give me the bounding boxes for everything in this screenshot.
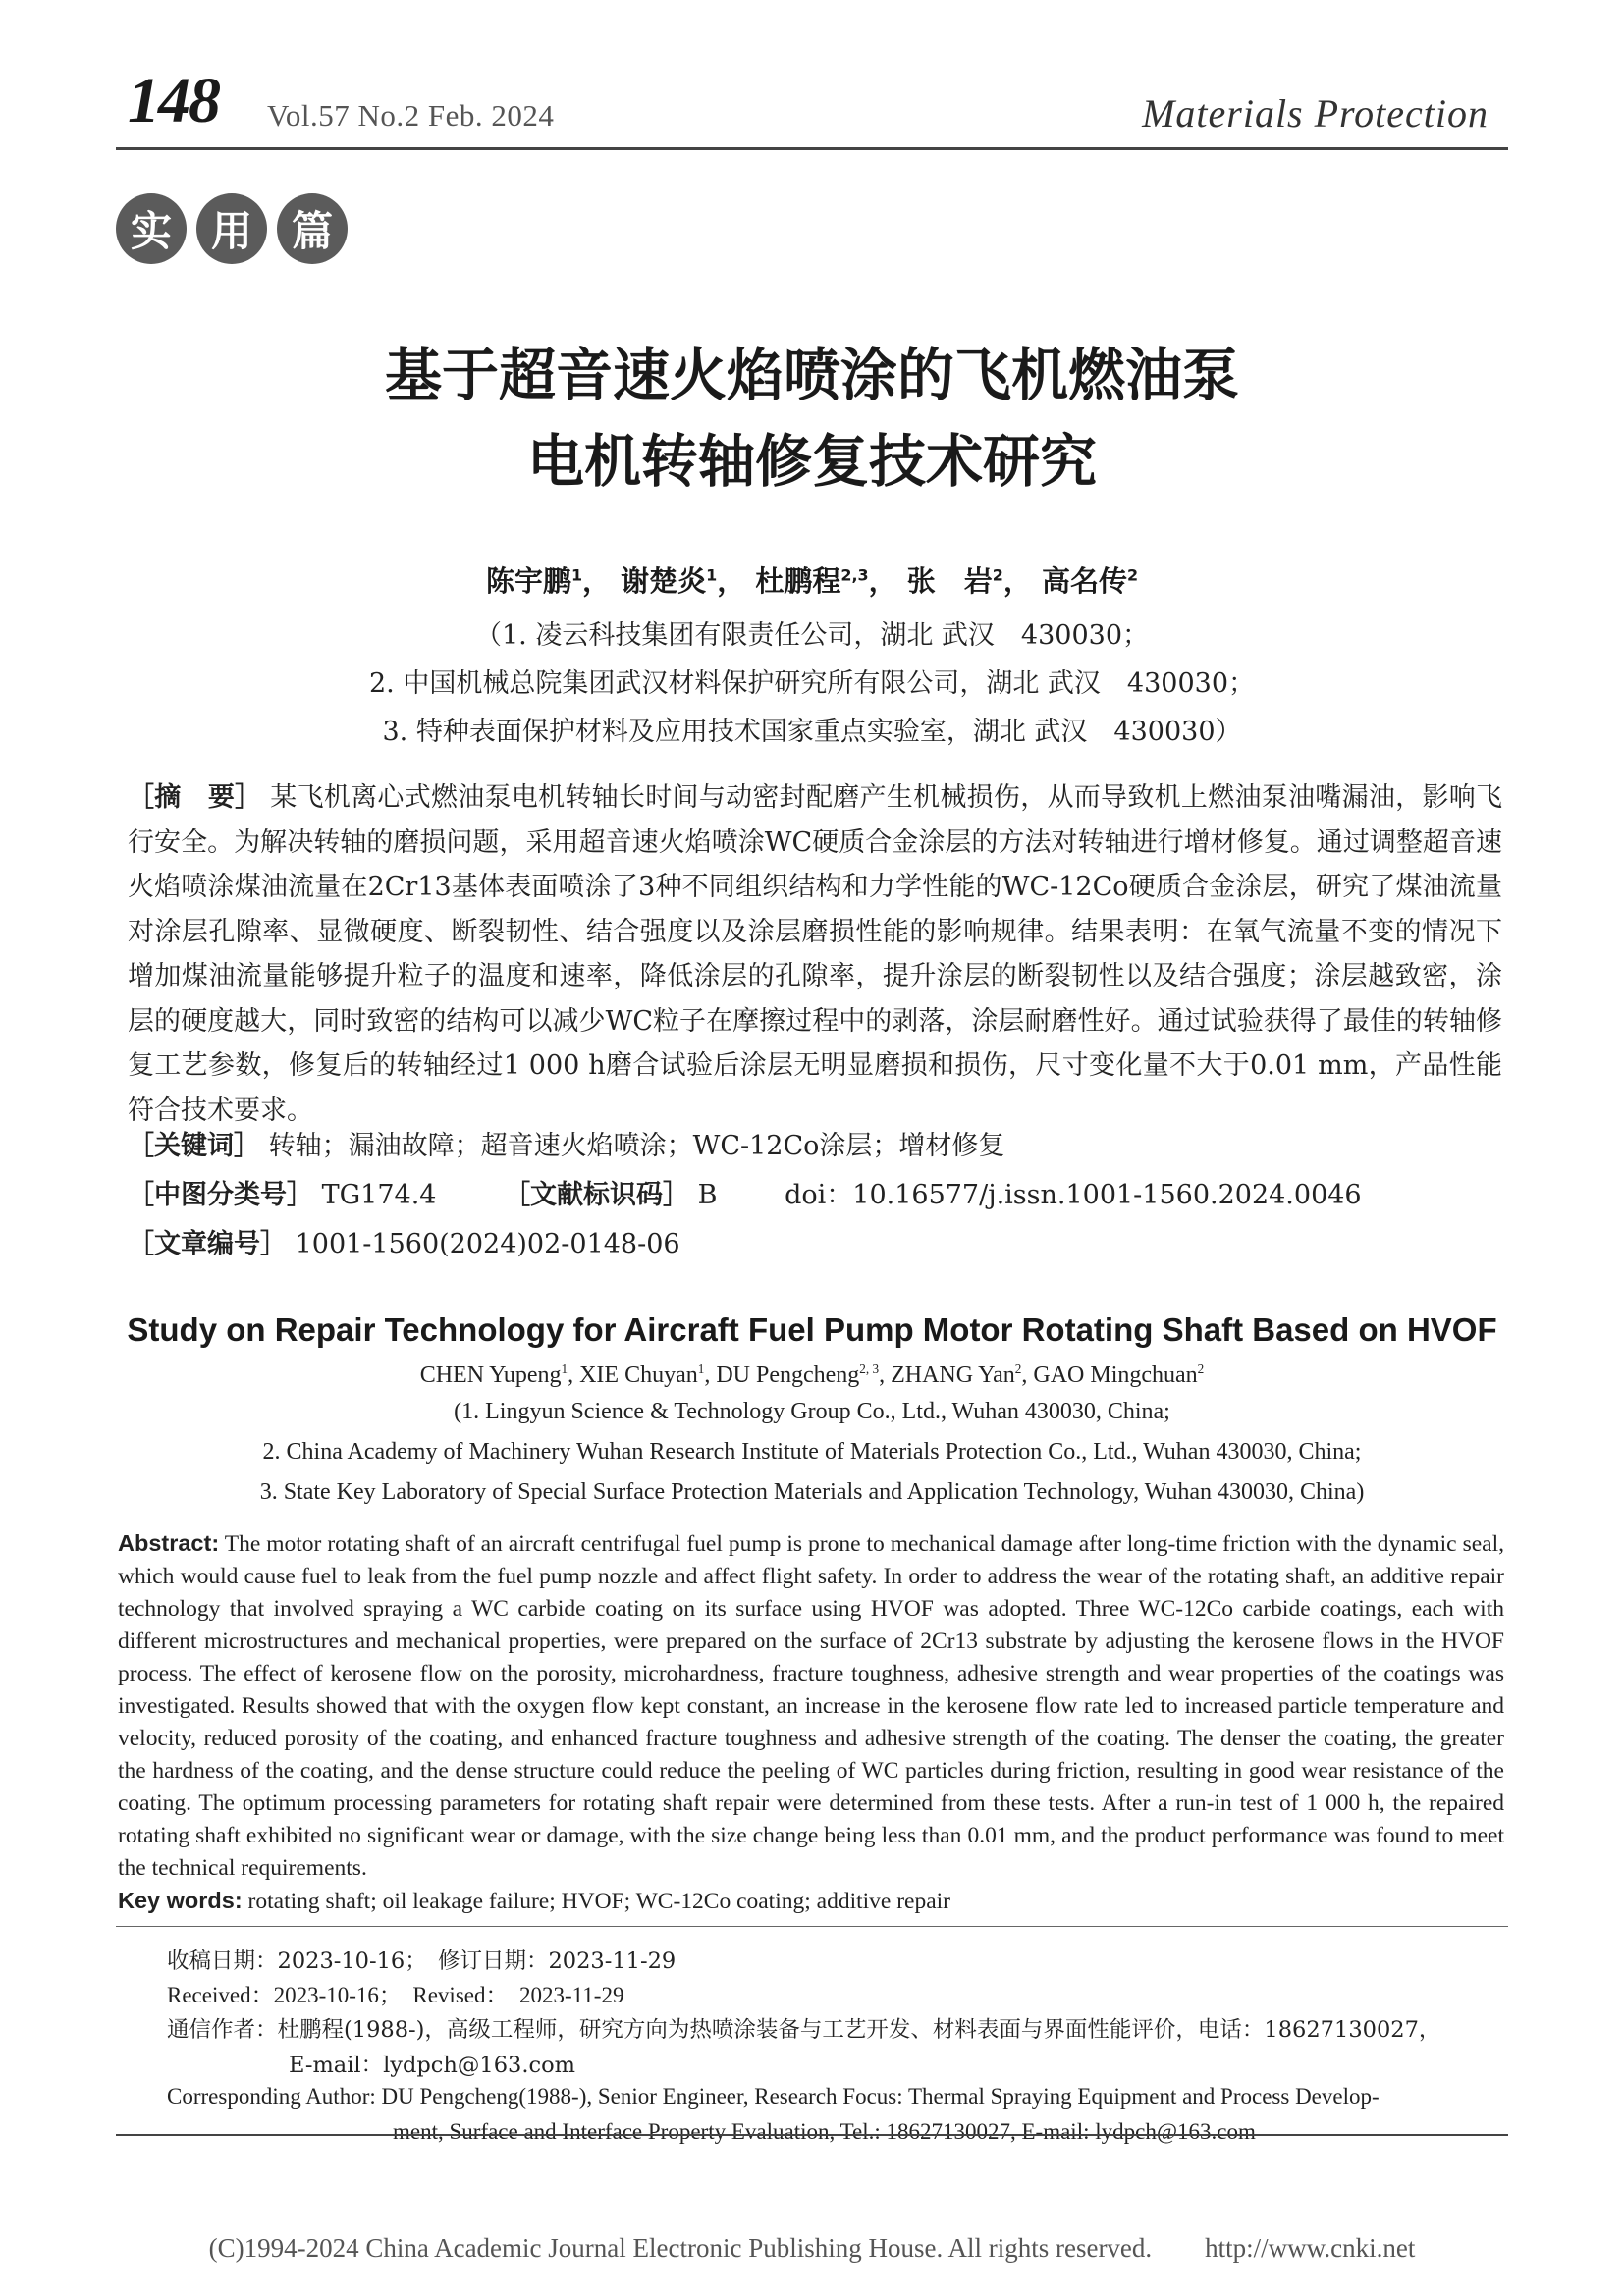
abstract-label: Abstract: <box>118 1530 220 1556</box>
abstract-text: 某飞机离心式燃油泵电机转轴长时间与动密封配磨产生机械损伤，从而导致机上燃油泵油嘴漏油，影响飞行安全。为解决转轴的磨损问题，采用超音速火焰喷涂WC硬质合金涂层的方法对转轴进行增材修复。通过调整超音速火焰喷涂煤油流量在2Cr13基体表面喷涂了3种不同组织结构和力学性能的WC-12Co硬质合金涂层，研究了煤油流量对涂层孔隙率、显微硬度、断裂韧性、结合强度以及涂层磨损性能的影响规律。结果表明：在氧气流量不变的情况下增加煤油流量能够提升粒子的温度和速率，降低涂层的孔隙率，提升涂层的断裂韧性以及结合强度；涂层越致密，涂层的硬度越大，同时致密的结构可以减少WC粒子在摩擦过程中的剥落，涂层耐磨性好。通过试验获得了最佳的转轴修复工艺参数，修复后的转轴经过1 000 h磨合试验后涂层无明显磨损和损伤，尺寸变化量不大于0.01 mm，产品性能符合技术要求。 <box>128 782 1503 1126</box>
column-badges <box>116 193 348 264</box>
affiliation-en: (1. Lingyun Science & Technology Group Co., Ltd., Wuhan 430030, China; <box>454 1399 1170 1424</box>
author-list-en: CHEN Yupeng$^1$, XIE Chuyan$^1$, DU Pengcheng$^{2, 3}$, ZHANG Yan$^2$, GAO Mingchuan$^2$ <box>419 1362 1205 1388</box>
column-badge: 实 <box>116 193 187 264</box>
article-number-value: 1001-1560(2024)02-0148-06 <box>295 1229 680 1259</box>
author-affiliation-mark: 1 <box>561 1362 568 1376</box>
clc-value: TG174.4 <box>321 1180 437 1210</box>
affiliation-zh: 3. 特种表面保护材料及应用技术国家重点实验室，湖北 武汉 430030） <box>382 717 1242 747</box>
footnote-line: Corresponding Author: DU Pengcheng(1988-), Senior Engineer, Research Focus: Thermal Spraying Equipment and Process Develop- <box>167 2084 1380 2109</box>
author-affiliation-mark: 2 <box>992 565 1003 585</box>
author-name: XIE Chuyan <box>579 1362 698 1388</box>
document-code-value: B <box>697 1180 718 1210</box>
author-affiliation-mark: 1 <box>697 1362 705 1376</box>
keywords-text: 转轴；漏油故障；超音速火焰喷涂；WC-12Co涂层；增材修复 <box>268 1131 1005 1161</box>
received-date-zh: 收稿日期：2023-10-16； 修订日期：2023-11-29 <box>167 1949 677 1974</box>
author-name: GAO Mingchuan <box>1033 1362 1198 1388</box>
footer-rule <box>116 2134 1508 2136</box>
keywords-text: rotating shaft; oil leakage failure; HVOF; WC-12Co coating; additive repair <box>247 1889 951 1914</box>
author-affiliation-mark: 1 <box>706 565 718 585</box>
author-name: CHEN Yupeng <box>419 1362 562 1388</box>
doi: doi：10.16577/j.issn.1001-1560.2024.0046 <box>785 1180 1362 1210</box>
keywords-label: ［关键词］ <box>128 1131 260 1161</box>
author-affiliation-mark: 2 <box>1014 1362 1022 1376</box>
paper-title-zh <box>0 332 1624 505</box>
author-name: DU Pengcheng <box>716 1362 860 1388</box>
abstract-zh <box>128 775 1502 1133</box>
corresponding-author-en <box>167 2079 1508 2150</box>
author-name: 谢楚炎 <box>621 564 707 598</box>
abstract-en <box>118 1527 1504 1885</box>
document-code-label: ［文献标识码］ <box>504 1180 690 1210</box>
journal-name: Materials Protection <box>1142 91 1489 135</box>
author-affiliation-mark: 1 <box>570 565 583 585</box>
page-number: 148 <box>128 65 219 136</box>
footnote-line: ment, Surface and Interface Property Evaluation, Tel.: 18627130027, E-mail: lydpch@163.com <box>393 2119 1256 2144</box>
footnote-line: 通信作者：杜鹏程(1988-)，高级工程师，研究方向为热喷涂装备与工艺开发、材料表面与界面性能评价，电话：18627130027， <box>167 2017 1441 2043</box>
keywords-label: Key words: <box>118 1888 243 1913</box>
author-list-zh: 陈宇鹏$^1$， 谢楚炎$^1$， 杜鹏程$^{2,3}$， 张 岩$^2$， 高名传$^2$ <box>485 564 1139 598</box>
affiliation-zh: （1. 凌云科技集团有限责任公司，湖北 武汉 430030； <box>475 620 1149 651</box>
author-affiliation-mark: 2,3 <box>840 565 869 585</box>
author-name: ZHANG Yan <box>891 1362 1015 1388</box>
keywords-en <box>118 1888 1504 1915</box>
corresponding-author-zh <box>167 2012 1508 2083</box>
issue-info: Vol.57 No.2 Feb. 2024 <box>267 98 555 133</box>
author-name: 杜鹏程 <box>755 564 841 598</box>
author-name: 高名传 <box>1041 564 1127 598</box>
footnote-line: E-mail：lydpch@163.com <box>289 2053 575 2078</box>
copyright-notice: (C)1994-2024 China Academic Journal Electronic Publishing House. All rights reserved. http://www.cnki.net <box>208 2233 1416 2263</box>
abstract-text: The motor rotating shaft of an aircraft centrifugal fuel pump is prone to mechanical damage after long-time friction with the dynamic seal, which would cause fuel to leak from the fuel pump nozzle and affect flight safety. In order to address the wear of the rotating shaft, an additive repair technology that involved spraying a WC carbide coating on its surface using HVOF was adopted. Three WC-12Co carbide coatings, each with different microstructures and mechanical properties, were prepared on the surface of 2Cr13 substrate by adjusting the kerosene flows in the HVOF process. The effect of kerosene flow on the porosity, microhardness, fracture toughness, adhesive strength and wear properties of the coatings was investigated. Results showed that with the oxygen flow kept constant, an increase in the kerosene flow rate led to increased particle temperature and velocity, reduced porosity of the coating, and enhanced fracture toughness and adhesive strength of the coating. The denser the coating, the greater the hardness of the coating, and the dense structure could reduce the peeling of WC particles during friction, resulting in good wear resistance of the coating. The optimum processing parameters for rotating shaft repair were determined from these tests. After a run-in test of 1 000 h, the repaired rotating shaft exhibited no significant wear or damage, with the size change being less than 0.01 mm, and the product performance was found to meet the technical requirements. <box>118 1531 1505 1881</box>
article-number-row <box>128 1222 1502 1260</box>
column-badge: 用 <box>196 193 267 264</box>
author-affiliation-mark: 2 <box>1197 1362 1205 1376</box>
author-name: 张 岩 <box>906 564 993 598</box>
title-line: 基于超音速火焰喷涂的飞机燃油泵 <box>384 342 1239 408</box>
author-name: 陈宇鹏 <box>485 564 571 598</box>
article-number-label: ［文章编号］ <box>128 1229 287 1259</box>
abstract-label: ［摘 要］ <box>128 782 262 813</box>
affiliation-en: 3. State Key Laboratory of Special Surface Protection Materials and Application Technology, Wuhan 430030, China) <box>259 1479 1365 1505</box>
section-divider <box>116 1926 1508 1927</box>
affiliation-en: 2. China Academy of Machinery Wuhan Research Institute of Materials Protection Co., Ltd., Wuhan 430030, China; <box>262 1439 1362 1465</box>
clc-label: ［中图分类号］ <box>128 1180 313 1210</box>
title-line: 电机转轴修复技术研究 <box>526 428 1097 495</box>
keywords-zh <box>128 1124 1502 1162</box>
affiliation-zh: 2. 中国机械总院集团武汉材料保护研究所有限公司，湖北 武汉 430030； <box>369 668 1255 699</box>
received-date-en: Received：2023-10-16； Revised： 2023-11-29 <box>167 1983 624 2007</box>
header-rule <box>116 147 1508 150</box>
column-badge: 篇 <box>277 193 348 264</box>
classification-row <box>128 1173 1502 1211</box>
paper-title-en: Study on Repair Technology for Aircraft Fuel Pump Motor Rotating Shaft Based on HVOF <box>127 1311 1497 1348</box>
author-affiliation-mark: 2 <box>1126 565 1139 585</box>
author-affiliation-mark: 2, 3 <box>859 1362 880 1376</box>
